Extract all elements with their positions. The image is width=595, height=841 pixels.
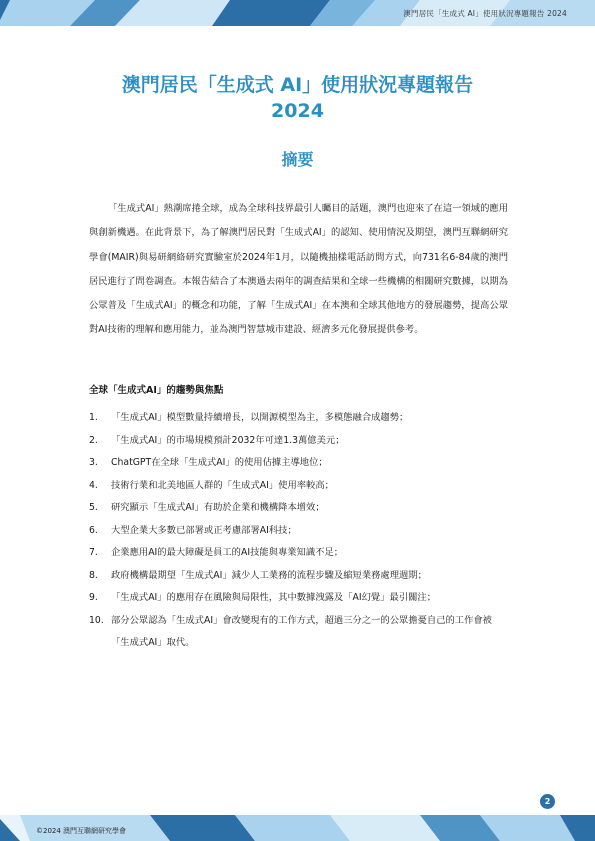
findings-list [89,407,509,655]
list-item-number: 1. [89,412,98,423]
list-item-number: 5. [89,502,98,513]
list-item [89,587,509,610]
footer-copyright: ©2024 澳門互聯網研究學會 [36,827,127,835]
list-item-number: 4. [89,479,98,491]
list-item [89,475,509,498]
abstract-paragraph: 「生成式AI」熱潮席捲全球，成為全球科技界最引人矚目的話題，澳門也迎來了在這一領域的應用與創新機遇。在此背景下，為了解澳門居民對「生成式AI」的認知、使用情況及期望，澳門互聯網研究學會(MAIR)與易研網絡研究實驗室於2024年1月，以隨機抽樣電話訪問方式，向731名6-84歲的澳門居民進行了問卷調查。本報告結合了本澳過去兩年的調查結果和全球一些機構的相關研究數據，以期為公眾普及「生成式AI」的概念和功能，了解「生成式AI」在本澳和全球其他地方的發展趨勢，提高公眾對AI技術的理解和應用能力，並為澳門智慧城市建設、經濟多元化發展提供參考。 [89,203,508,336]
list-item-text: 「生成式AI」模型數量持續增長，以開源模型為主，多模態融合成趨勢； [111,412,409,423]
list-item-number: 3. [89,457,98,468]
list-item [89,452,509,475]
list-item-number: 2. [89,434,98,446]
list-item-text: 部分公眾認為「生成式AI」會改變現有的工作方式，超過三分之一的公眾擔憂自己的工作會被「生成式AI」取代。 [111,614,492,648]
report-title: 澳門居民「生成式 AI」使用狀況專題報告 [121,74,474,96]
list-item [89,497,509,520]
list-item [89,430,509,453]
list-item-text: 政府機構最期望「生成式AI」減少人工業務的流程步驟及縮短業務處理週期； [111,569,427,581]
list-item [89,520,509,543]
list-item-number: 6. [89,524,98,536]
list-item-number: 7. [89,547,98,558]
page-number-badge: 2 [540,794,555,809]
list-item [89,542,509,565]
running-header: 澳門居民「生成式 AI」使用狀況專題報告 2024 [403,9,567,18]
findings-heading: 全球「生成式AI」的趨勢與焦點 [89,385,224,396]
list-item [89,610,509,655]
list-item-number: 10. [89,614,104,626]
report-year: 2024 [271,100,324,122]
list-item-text: 技術行業和北美地區人群的「生成式AI」使用率較高； [111,479,334,491]
list-item-text: 大型企業大多數已部署或正考慮部署AI科技； [111,524,297,536]
list-item-text: 「生成式AI」的市場規模預計2032年可達1.3萬億美元； [111,434,345,446]
section-title: 摘要 [281,150,314,169]
list-item-text: 研究顯示「生成式AI」有助於企業和機構降本增效； [111,502,325,513]
list-item [89,565,509,588]
list-item [89,407,509,430]
list-item-text: 企業應用AI的最大障礙是員工的AI技能與專業知識不足； [111,547,344,558]
list-item-number: 9. [89,592,98,603]
list-item-number: 8. [89,569,98,581]
list-item-text: 「生成式AI」的應用存在風險與局限性，其中數據洩露及「AI幻覺」最引關注； [111,592,437,603]
list-item-text: ChatGPT在全球「生成式AI」的使用佔據主導地位； [111,457,328,468]
